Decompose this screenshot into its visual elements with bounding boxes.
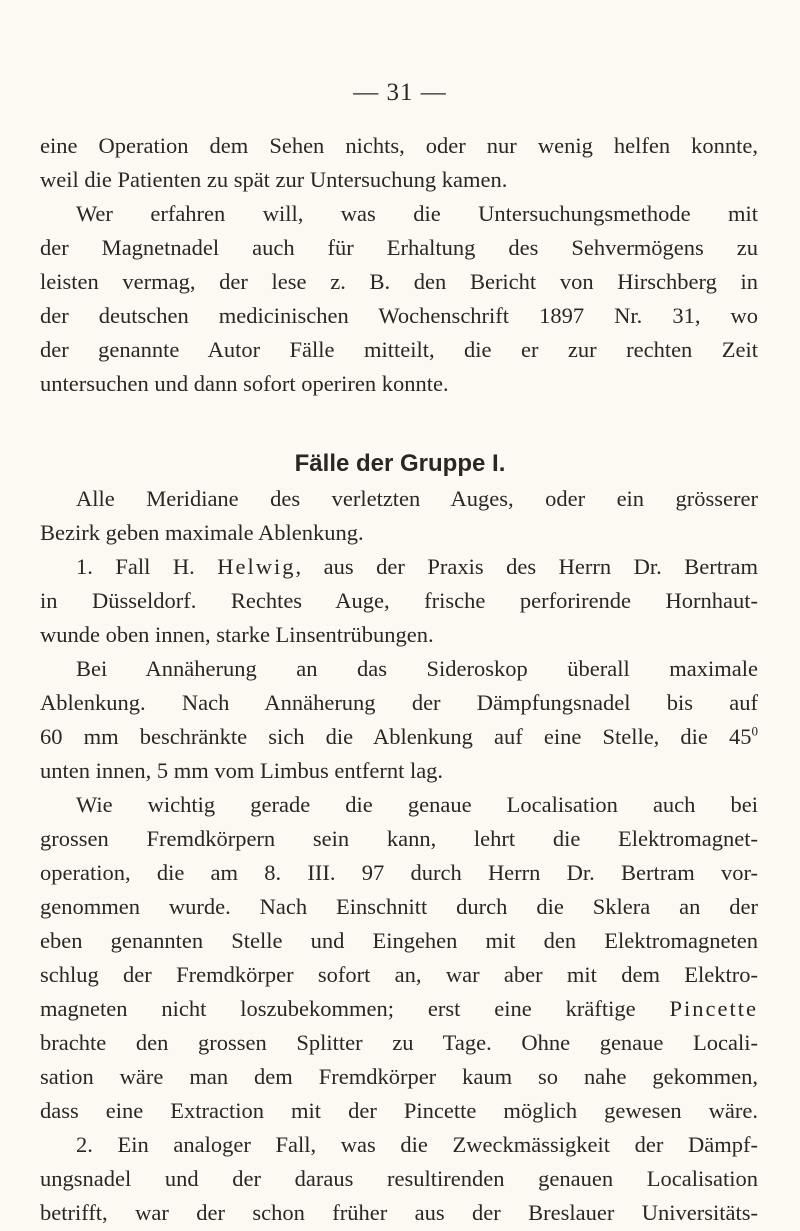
degree-sign: 0: [751, 723, 758, 739]
text-line: Ablenkung. Nach Annäherung der Dämpfungsnadel bis auf: [40, 690, 758, 715]
text-line: operation, die am 8. III. 97 durch Herrn Dr. Bertram vor-: [40, 860, 758, 885]
text-segment: magneten nicht loszubekommen; erst eine kräftige: [40, 996, 636, 1021]
text-line: brachte den grossen Splitter zu Tage. Ohne genaue Locali-: [40, 1030, 758, 1055]
text-line: unten innen, 5 mm vom Limbus entfernt lag.: [40, 758, 444, 783]
case-1-name: Helwig: [217, 554, 296, 579]
text-line: Alle Meridiane des verletzten Auges, oder ein grösserer: [76, 486, 758, 511]
spaced-word: Pincette: [669, 996, 759, 1021]
text-line: in Düsseldorf. Rechtes Auge, frische perforirende Hornhaut-: [40, 588, 758, 613]
text-line: sation wäre man dem Fremdkörper kaum so nahe gekommen,: [40, 1064, 758, 1089]
case-1-line: [76, 550, 758, 584]
text-line: untersuchen und dann sofort operiren konnte.: [40, 371, 449, 396]
text-line: ungsnadel und der daraus resultirenden genauen Localisation: [40, 1166, 758, 1191]
text-line: wunde oben innen, starke Linsentrübungen.: [40, 622, 434, 647]
case-1-prefix: 1. Fall H.: [76, 554, 195, 579]
text-segment: 60 mm beschränkte sich die Ablenkung auf eine Stelle, die 45: [40, 724, 752, 749]
text-line: leisten vermag, der lese z. B. den Bericht von Hirschberg in: [40, 269, 758, 294]
text-line: Bei Annäherung an das Sideroskop überall maximale: [76, 656, 758, 681]
case-1-suffix: , aus der Praxis des Herrn Dr. Bertram: [295, 554, 759, 579]
text-line: betrifft, war der schon früher aus der Breslauer Universitäts-: [40, 1200, 758, 1225]
text-line: grossen Fremdkörpern sein kann, lehrt die Elektromagnet-: [40, 826, 758, 851]
text-line: der genannte Autor Fälle mitteilt, die er zur rechten Zeit: [40, 337, 758, 362]
text-line: der Magnetnadel auch für Erhaltung des Sehvermögens zu: [40, 235, 758, 260]
text-line: eine Operation dem Sehen nichts, oder nur wenig helfen konnte,: [40, 133, 758, 158]
text-line: Bezirk geben maximale Ablenkung.: [40, 520, 364, 545]
page-number: — 31 —: [353, 79, 447, 106]
pincette-line: [40, 992, 758, 1026]
text-line: dass eine Extraction mit der Pincette möglich gewesen wäre.: [40, 1098, 758, 1123]
text-line: der deutschen medicinischen Wochenschrift 1897 Nr. 31, wo: [40, 303, 758, 328]
text-line: Wie wichtig gerade die genaue Localisation auch bei: [76, 792, 758, 817]
text-line: schlug der Fremdkörper sofort an, war aber mit dem Elektro-: [40, 962, 758, 987]
text-line: weil die Patienten zu spät zur Untersuchung kamen.: [40, 167, 508, 192]
text-line: Wer erfahren will, was die Untersuchungsmethode mit: [76, 201, 758, 226]
text-line: 2. Ein analoger Fall, was die Zweckmässigkeit der Dämpf-: [76, 1132, 758, 1157]
text-line: genommen wurde. Nach Einschnitt durch die Sklera an der: [40, 894, 758, 919]
text-line: eben genannten Stelle und Eingehen mit den Elektromagneten: [40, 928, 758, 953]
degree-line: [40, 720, 758, 754]
section-heading: Fälle der Gruppe I.: [294, 450, 506, 477]
